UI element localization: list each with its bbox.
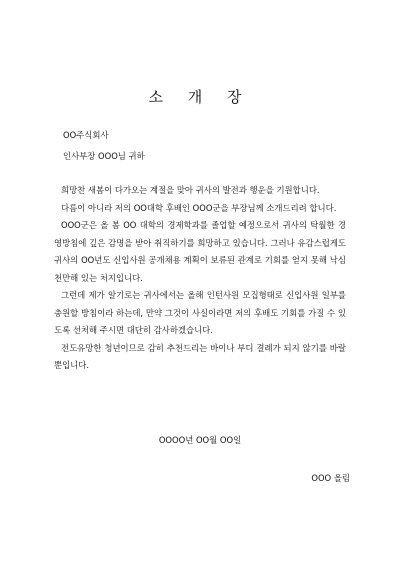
signature: OOO 올림 (311, 473, 350, 483)
body-paragraph: 다름이 아니라 저의 OO대학 후배인 OOO군을 부장님께 소개드리려 합니다. (61, 202, 337, 213)
body-paragraph: 그런데 제가 알기로는 귀사에서는 올해 인턴사원 모집형태로 신입사원 일부를 충원할 방침이라 하는데, 만약 그것이 사실이라면 저의 후배도 기회를 가질 수 있도록 선처해 주시면 대단히 감사하겠습니다. (54, 290, 346, 335)
document-title: 소 개 장 (148, 88, 252, 106)
body-paragraph: 희망찬 새봄이 다가오는 계절을 맞아 귀사의 발전과 행운을 기원합니다. (61, 185, 320, 195)
recipient-company: OO주식회사 (63, 130, 109, 140)
letter-body (54, 182, 346, 375)
recipient-person: 인사부장 OOO님 귀하 (63, 151, 145, 161)
body-paragraph: OOO군은 올 봄 OO 대학의 경제학과를 졸업할 예정으로서 귀사의 탁월한 경영방침에 깊은 감명을 받아 취직하기를 희망하고 있습니다. 그러나 유감스럽게도 귀사의 OO년도 신입사원 공개채용 계획이 보류된 관계로 기회를 얻지 못해 낙심천만해 있는 처지입니다. (54, 220, 346, 283)
body-paragraph: 전도유망한 청년이므로 감히 추천드리는 바이나 부디 결례가 되지 않기를 바랄 뿐입니다. (54, 342, 346, 370)
letter-date: OOOO년 OO월 OO일 (158, 435, 242, 445)
